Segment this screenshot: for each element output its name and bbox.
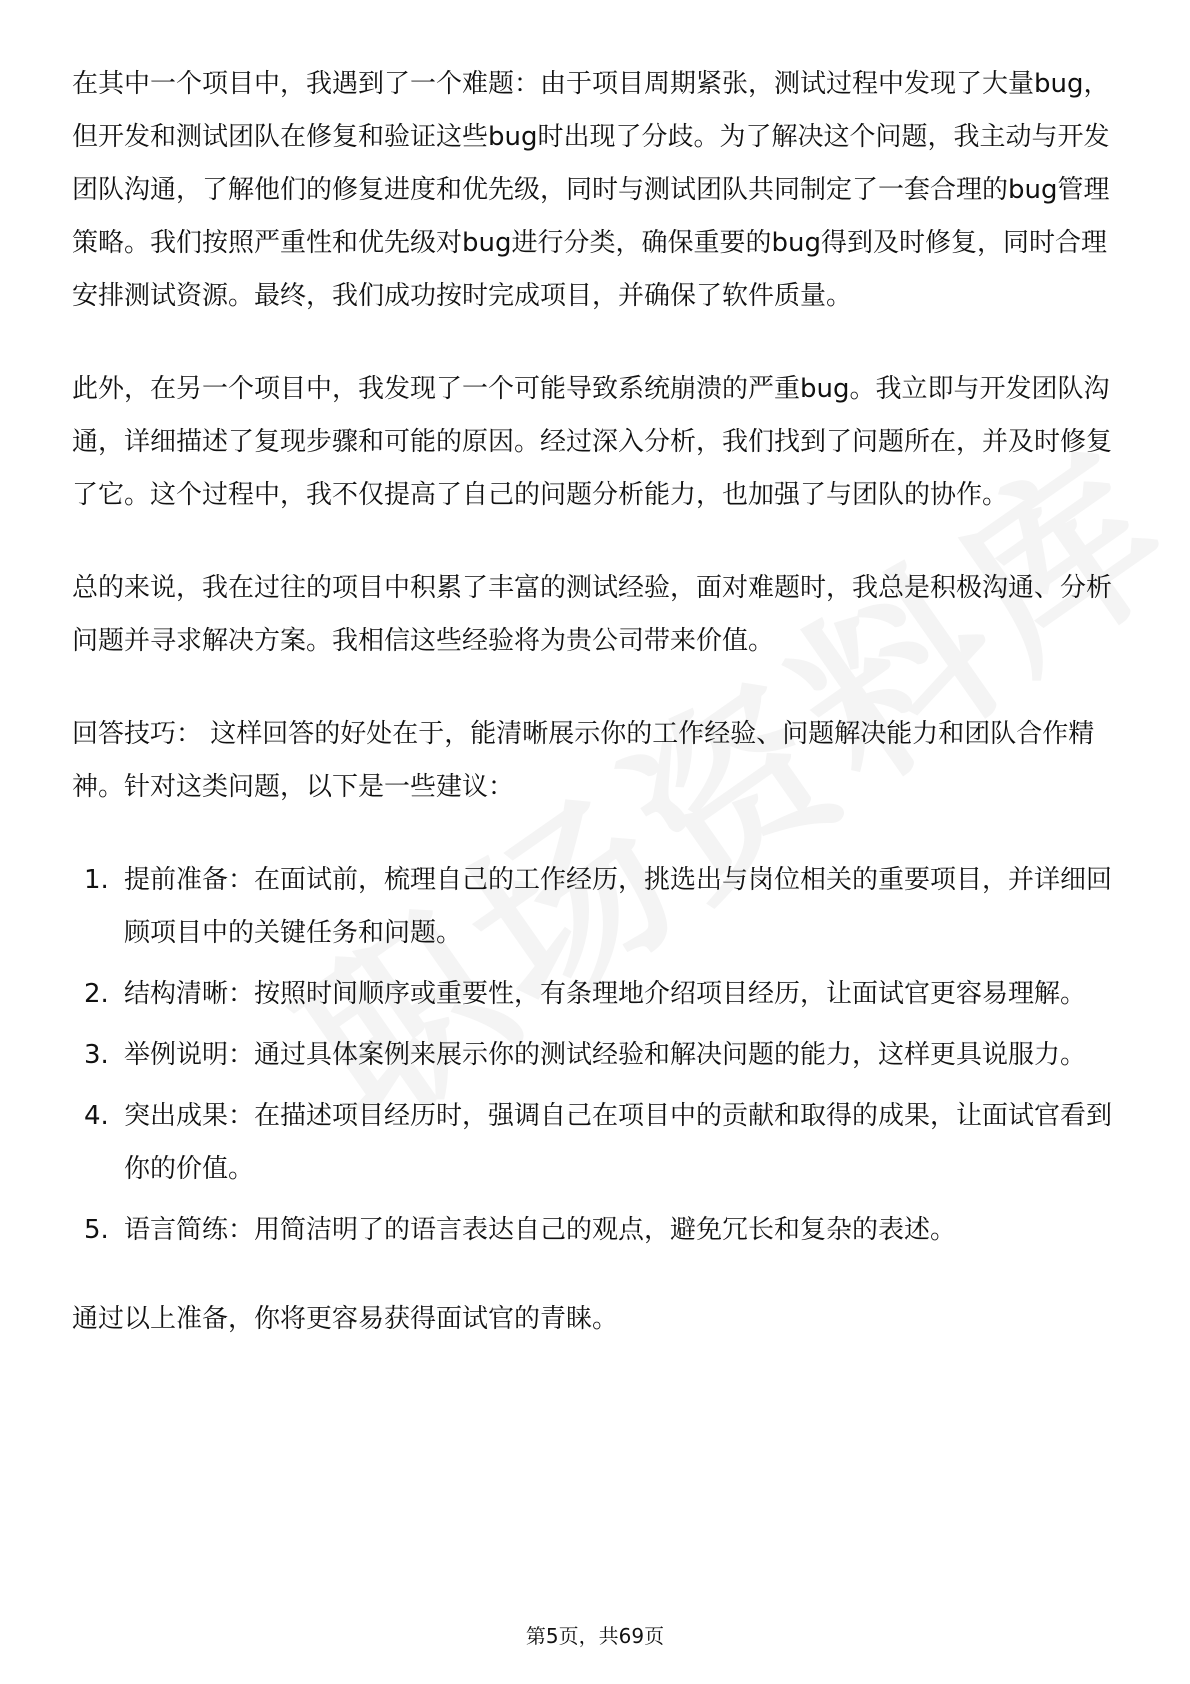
list-item-text: 语言简练：用简洁明了的语言表达自己的观点，避免冗长和复杂的表述。: [124, 1215, 957, 1245]
paragraph-project-difficulty: 在其中一个项目中，我遇到了一个难题：由于项目周期紧张，测试过程中发现了大量bug，但开发和测试团队在修复和验证这些bug时出现了分歧。为了解决这个问题，我主动与开发团队沟通，了解他们的修复进度和优先级，同时与测试团队共同制定了一套合理的bug管理策略。我们按照严重性和优先级对bug进行分类，确保重要的bug得到及时修复，同时合理安排测试资源。最终，我们成功按时完成项目，并确保了软件质量。: [72, 69, 1110, 311]
paragraph-critical-bug: 此外，在另一个项目中，我发现了一个可能导致系统崩溃的严重bug。我立即与开发团队沟通，详细描述了复现步骤和可能的原因。经过深入分析，我们找到了问题所在，并及时修复了它。这个过程中，我不仅提高了自己的问题分析能力，也加强了与团队的协作。: [72, 374, 1113, 510]
document-body: [72, 58, 1128, 1346]
list-item: [72, 968, 1128, 1021]
paragraph-answer-tips-intro: 回答技巧： 这样回答的好处在于，能清晰展示你的工作经验、问题解决能力和团队合作精神。针对这类问题，以下是一些建议：: [72, 719, 1095, 802]
list-item: [72, 1029, 1128, 1082]
list-item-text: 提前准备：在面试前，梳理自己的工作经历，挑选出与岗位相关的重要项目，并详细回顾项目中的关键任务和问题。: [124, 865, 1113, 948]
list-number: 2.: [84, 979, 109, 1009]
page-number-footer: 第5页，共69页: [525, 1624, 665, 1648]
list-number: 3.: [84, 1040, 109, 1070]
list-number: 4.: [84, 1101, 109, 1131]
list-number: 5.: [84, 1215, 109, 1245]
list-item-text: 结构清晰：按照时间顺序或重要性，有条理地介绍项目经历，让面试官更容易理解。: [124, 979, 1087, 1009]
list-item: [72, 1204, 1128, 1257]
list-item-text: 举例说明：通过具体案例来展示你的测试经验和解决问题的能力，这样更具说服力。: [124, 1040, 1087, 1070]
tips-list: [72, 854, 1128, 1257]
list-item: [72, 1090, 1128, 1196]
paragraph-closing: 通过以上准备，你将更容易获得面试官的青睐。: [72, 1304, 619, 1334]
list-item-text: 突出成果：在描述项目经历时，强调自己在项目中的贡献和取得的成果，让面试官看到你的价值。: [124, 1101, 1113, 1184]
list-number: 1.: [84, 865, 109, 895]
paragraph-summary: 总的来说，我在过往的项目中积累了丰富的测试经验，面对难题时，我总是积极沟通、分析问题并寻求解决方案。我相信这些经验将为贵公司带来价值。: [72, 573, 1113, 656]
list-item: [72, 854, 1128, 960]
